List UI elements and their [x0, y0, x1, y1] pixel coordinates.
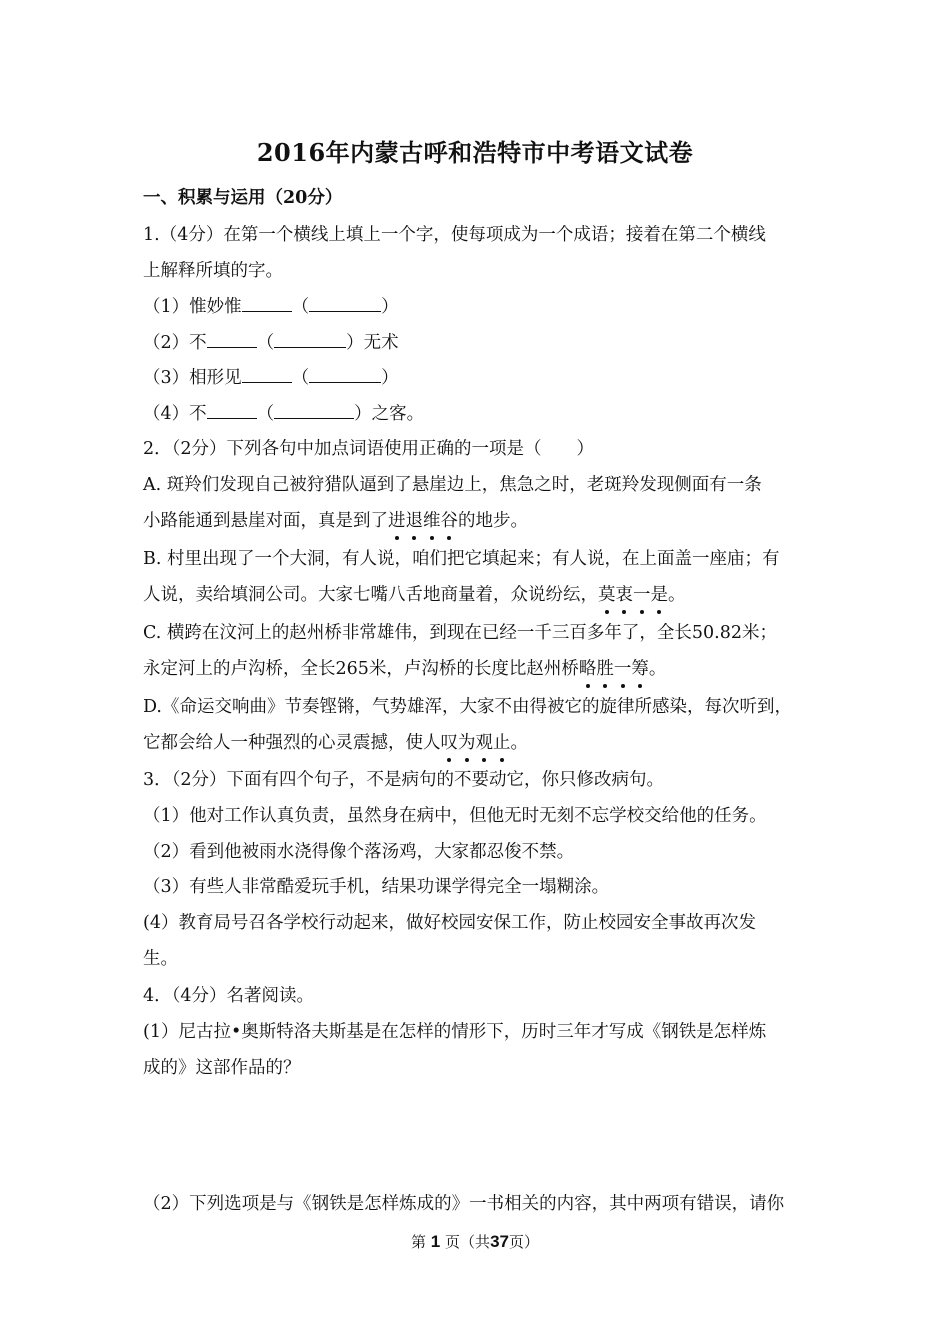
q1-item2-text: （2）不: [143, 333, 207, 353]
q3-sentence-4-line2: 生。: [143, 949, 178, 969]
option-text: 它都会给人一种强烈的心灵震撼，使人: [143, 733, 441, 753]
page-title: 2016年内蒙古呼和浩特市中考语文试卷: [256, 138, 694, 167]
option-text: 。: [648, 659, 667, 679]
explain-blank[interactable]: [309, 366, 381, 383]
q3-sentence-1: （1）他对工作认真负责，虽然身在病中，但他无时无刻不忘学校交给他的任务。: [143, 806, 767, 826]
q2-option-d-line1: D.《命运交响曲》节奏铿锵，气势雄浑，大家不由得被它的旋律所感染，每次听到，: [143, 697, 792, 717]
dotted-char: 止: [493, 733, 511, 753]
paren-close: ）: [354, 404, 372, 424]
dotted-char: 一: [613, 659, 632, 679]
dotted-char: 谷: [440, 511, 458, 531]
page-footer: [0, 1231, 950, 1252]
q3-sentence-4-line1: (4）教育局号召各学校行动起来，做好校园安保工作，防止校园安全事故再次发: [143, 913, 756, 933]
q4-part2-line1: （2）下列选项是与《钢铁是怎样炼成的》一书相关的内容，其中两项有错误，请你: [143, 1194, 785, 1214]
dotted-char: 观: [475, 733, 493, 753]
option-text: 永定河上的卢沟桥，全长265米，卢沟桥的长度比赵州桥: [143, 659, 579, 679]
dotted-char: 莫: [598, 585, 616, 605]
q1-stem-line1: 1.（4分）在第一个横线上填上一个字，使每项成为一个成语；接着在第二个横线: [143, 225, 766, 245]
dotted-char: 筹: [631, 659, 649, 679]
dotted-char: 衷: [615, 585, 633, 605]
option-text: 。: [510, 733, 528, 753]
q2-stem: 2．（2分）下列各句中加点词语使用正确的一项是（ ）: [143, 439, 595, 459]
q4-part1-line1: (1）尼古拉•奥斯特洛夫斯基是在怎样的情形下，历时三年才写成《钢铁是怎样炼: [143, 1022, 767, 1042]
explain-blank[interactable]: [274, 402, 354, 419]
paren-open: （: [291, 368, 310, 388]
dotted-char: 叹: [440, 733, 458, 753]
q2-option-d-line2: [143, 732, 528, 754]
dotted-char: 为: [458, 733, 476, 753]
explain-blank[interactable]: [274, 331, 346, 348]
total-pages: 37: [490, 1232, 509, 1251]
q4-stem: 4．（4分）名著阅读。: [143, 986, 315, 1006]
dotted-char: 维: [423, 511, 441, 531]
q1-item2-suffix: 无术: [363, 333, 399, 353]
paren-open: （: [256, 404, 275, 424]
option-text: 人说，卖给填洞公司。大家七嘴八舌地商量着，众说纷纭，: [143, 585, 598, 605]
paren-close: ）: [381, 297, 399, 317]
footer-mid: 页（共: [445, 1233, 491, 1251]
fill-blank[interactable]: [242, 295, 292, 312]
q1-item3: [143, 366, 399, 389]
q3-sentence-3: （3）有些人非常酷爱玩手机，结果功课学得完全一塌糊涂。: [143, 877, 610, 897]
paren-close: ）: [381, 368, 399, 388]
section-heading: 一、积累与运用（20分）: [143, 188, 343, 208]
q1-item1: [143, 295, 399, 318]
option-text: 小路能通到悬崖对面，真是到了: [143, 511, 388, 531]
q2-option-a-line2: [143, 510, 528, 532]
page-number: 1: [430, 1232, 441, 1251]
q2-option-c-line2: [143, 658, 666, 680]
dotted-char: 进: [388, 511, 406, 531]
paren-open: （: [291, 297, 310, 317]
option-text: 的地步。: [458, 511, 528, 531]
q4-part1-line2: 成的》这部作品的？: [143, 1058, 301, 1078]
q1-item4-suffix: 之客。: [371, 404, 425, 424]
q1-stem-line2: 上解释所填的字。: [143, 261, 283, 281]
q1-item2: [143, 331, 399, 354]
footer-suffix: 页）: [508, 1233, 539, 1251]
q1-item4: [143, 402, 424, 425]
dotted-char: 是: [650, 585, 668, 605]
option-text: 。: [668, 585, 686, 605]
q1-item3-text: （3）相形见: [143, 368, 242, 388]
dotted-char: 胜: [596, 659, 614, 679]
q1-item1-text: （1）惟妙惟: [143, 297, 242, 317]
q3-sentence-2: （2）看到他被雨水浇得像个落汤鸡，大家都忍俊不禁。: [143, 842, 575, 862]
footer-prefix: 第: [411, 1233, 427, 1251]
q3-stem: 3．（2分）下面有四个句子，不是病句的不要动它，你只修改病句。: [143, 770, 665, 790]
q1-item4-text: （4）不: [143, 404, 207, 424]
dotted-char: 一: [633, 585, 651, 605]
q2-option-c-line1: C. 横跨在汶河上的赵州桥非常雄伟，到现在已经一千三百多年了，全长50.82米；: [143, 623, 777, 643]
paren-open: （: [256, 333, 275, 353]
dotted-char: 退: [405, 511, 423, 531]
q2-option-a-line1: A. 斑羚们发现自己被狩猎队逼到了悬崖边上，焦急之时，老斑羚发现侧面有一条: [143, 475, 762, 495]
fill-blank[interactable]: [242, 366, 292, 383]
explain-blank[interactable]: [309, 295, 381, 312]
dotted-char: 略: [578, 659, 597, 679]
paren-close: ）: [346, 333, 364, 353]
q2-option-b-line1: B. 村里出现了一个大洞，有人说，咱们把它填起来；有人说，在上面盖一座庙；有: [143, 549, 780, 569]
q2-option-b-line2: [143, 584, 686, 606]
fill-blank[interactable]: [207, 331, 257, 348]
fill-blank[interactable]: [207, 402, 257, 419]
